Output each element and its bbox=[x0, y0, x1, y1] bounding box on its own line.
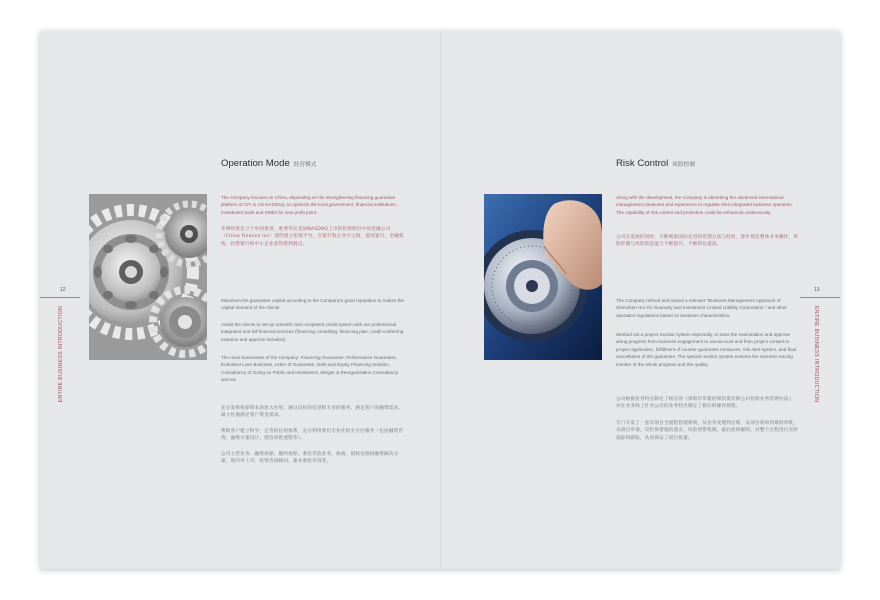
right-intro-cn: 公司在发展的同时，不断吸取国际先进的管理方法与经验，逐步规范整体业务操作，风险控制与风险防范能力不断提升，不断得以提高。 bbox=[616, 235, 799, 248]
right-title-en: Risk Control bbox=[616, 158, 669, 169]
right-page-title bbox=[616, 158, 695, 169]
vault-dial-photo bbox=[484, 194, 602, 360]
gears-photo bbox=[89, 194, 207, 360]
right-page-rule bbox=[800, 297, 840, 298]
left-cn-2: 帮助客户建立科学、完善的信用体系，充分利用我们专业化的全方位服务（包括融资咨询、融资方案设计、授信审批流程等）。 bbox=[221, 429, 404, 442]
right-body-1: The Company refined and issued a relevant "Business Management Approach of Shenzhen Hui Yin Guaranty and Investment Limited Liability Corporation." and other operation regulations based on business characteristics. bbox=[616, 298, 787, 318]
left-page-rule bbox=[40, 297, 80, 298]
left-title-en: Operation Mode bbox=[221, 158, 290, 169]
right-body-2: Worked out a project monitor system especially, to trace the examination and approve along progress from business engagement to out-account and from project contact to project application, fulfillment of counter-guarantee measures, risk alert system, and final cancellation of the guarantee. The special monitor system ensures the real-time tracing monitor of the whole progress and the quality. bbox=[616, 332, 797, 367]
right-cn-1: 公司根据业务特点制定了相应的《深圳市华银担保投资有限公司担保业务管理办法》，并在业务线上针对公司的业务特点制定了相应的操作规程。 bbox=[616, 397, 796, 410]
right-page-number: 13 bbox=[814, 287, 820, 293]
left-intro-en: The Company focuses on China, depending on the strengthening financing guarantee platform of CFI in US NASDAQ, to optimize the local government, financial institutions, investment bank and SMEs for new profit point. bbox=[221, 195, 397, 215]
left-body-3: The main businesses of the Company: Financing Guarantee, Performance Guarantee, Entrusted Loan Business, Letter of Guarantee, Debt and Equity Financing Solution, Consultancy of Going on Public and Investment, Merger & Reorganization Consultancy and etc. bbox=[221, 355, 398, 383]
left-title-cn: 经营模式 bbox=[293, 162, 317, 168]
left-intro-cn: 华博经算定立于中国推进，重要华民美国NASDAQ上市的担保股份中国金融公司（China Finance Inc）建的建立担保平台，在银行和企业中之间，提高银行、金融机构、投资银行和中小企业获得新利润点。 bbox=[221, 227, 404, 247]
gears-illustration bbox=[89, 194, 207, 360]
left-cn-3: 公司主营业务：融资担保、履约担保、委托贷款业务、保函、债权及股权融资解决方案、境内外上市、投资咨询顾问、兼并重组咨询等。 bbox=[221, 452, 399, 465]
right-intro-en: Along with the development, the Company is absorbing the advanced international management measures and experience to regulate their integrated business operation. The capability of risk control and protection could be enhanced continuously. bbox=[616, 195, 793, 215]
right-cn-2: 专门开发了一套对项目全流程管理系统，从业务受理到出账，从项目初审到最终审批，从项目申请、反担保措施的落实、风险预警机制、最后担保解除，对整个过程进行实时追踪和跟踪，从而保证了项目质量。 bbox=[616, 421, 799, 441]
spread-gutter bbox=[440, 31, 441, 569]
left-body-1: Maximum the guarantee capital according to the Company's good reputation to realize the capital demand of the clients. bbox=[221, 298, 404, 311]
left-page-number: 12 bbox=[60, 287, 66, 293]
left-page-title bbox=[221, 158, 317, 169]
left-side-label: ENTIRE BUSINESS INTRODUCTION bbox=[58, 306, 64, 403]
right-title-cn: 风险控制 bbox=[672, 162, 696, 168]
left-cn-1: 充分发挥担保资本的放大作用，通过良好的信誉和专业的服务，满足客户的融资需求，最大化地满足客户资金需求。 bbox=[221, 406, 404, 419]
right-side-label: ENTIRE BUSINESS INTRODUCTION bbox=[813, 306, 819, 403]
left-body-2: Assist the clients to set up scientific and completed credit system with our professional integrated and full financial services (financing consulting, financing plan, credit conferring examine and approve included). bbox=[221, 322, 404, 342]
vault-dial-illustration bbox=[484, 194, 602, 360]
